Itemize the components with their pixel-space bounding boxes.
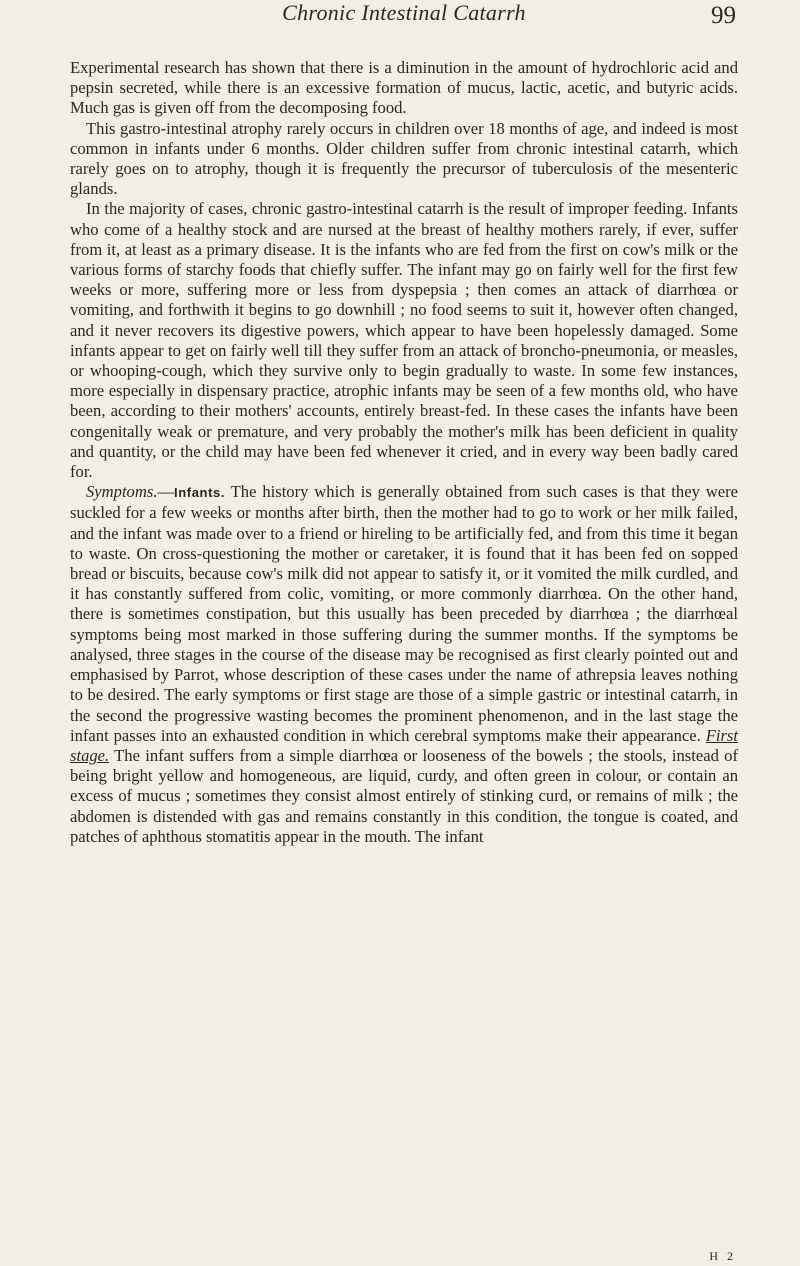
signature-mark: H 2 [709,1249,736,1263]
paragraph-symptoms [70,482,738,847]
paragraph-atrophy-age: This gastro-intestinal atrophy rarely occurs in children over 18 months of age, and indeed is most common in infants under 6 months. Older children suffer from chronic intestinal catarrh, which rarely goes on to atrophy, though it is frequently the precursor of tuberculosis of the mesenteric glands. [70,118,738,199]
paragraph-improper-feeding: In the majority of cases, chronic gastro-intestinal catarrh is the result of improper feeding. Infants who come of a healthy stock and are nursed at the breast of healthy mothers rarely, if ever, suffer from it, at least as a primary disease. It is the infants who are fed from the first on cow's milk or the various forms of starchy foods that chiefly suffer. The infant may go on fairly well for the first few weeks or more, suffering more or less from dyspepsia ; then comes an attack of diarrhœa or vomiting, and forthwith it begins to go downhill ; no food seems to suit it, however often changed, and it never recovers its digestive powers, which appear to have been hopelessly damaged. Some infants appear to get on fairly well till they suffer from an attack of broncho-pneumonia, or measles, or whooping-cough, which they survive only to begin gradually to waste. In some few instances, more especially in dispensary practice, atrophic infants may be seen of a few months old, who have been, according to their mothers' accounts, entirely breast-fed. In these cases the infants have been congenitally weak or premature, and very probably the mother's milk has been deficient in quality and quantity, or the child may have been fed whenever it cried, and in every way been badly cared for. [70,199,738,482]
first-stage-label: First stage. [70,725,738,765]
symptoms-text: The history which is generally obtained from such cases is that they were suckled for a few weeks or months after birth, then the mother had to go to work or her milk failed, and the infant was made over to a friend or hireling to be artificially fed, and from this time it began to waste. On cross-questioning the mother or caretaker, it is found that it has been fed on sopped bread or biscuits, because cow's milk did not appear to satisfy it, or it vomited the milk curdled, and it has constantly suffered from colic, vomiting, or more commonly diarrhœa. On the other hand, there is sometimes constipation, but this usually has been preceded by diarrhœa ; the diarrhœal symptoms being most marked in those suffering during the summer months. If the symptoms be analysed, three stages in the course of the disease may be recognised as first clearly pointed out and emphasised by Parrot, whose description of these cases under the name of athrepsia leaves nothing to be desired. The early symptoms or first stage are those of a simple gastric or intestinal catarrh, in the second the progressive wasting becomes the prominent phenomenon, and in the last stage the infant passes into an exhausted condition in which cerebral symptoms make their appearance. [70,482,738,745]
infants-subhead: Infants. [174,485,226,501]
running-title: Chronic Intestinal Catarrh [282,0,526,25]
symptoms-label: Symptoms. [86,482,158,502]
symptoms-dash: — [157,482,175,502]
paragraph-experimental-research: Experimental research has shown that there is a diminution in the amount of hydrochloric acid and pepsin secreted, while there is an excessive formation of mucus, lactic, acetic, and butyric acids. Much gas is given off from the decomposing food. [70,58,738,118]
body-text [70,58,738,847]
page-number: 99 [711,2,736,29]
running-head [70,0,738,58]
first-stage-text: The infant suffers from a simple diarrhœa or looseness of the bowels ; the stools, instead of being bright yellow and homogeneous, are liquid, curdy, and often green in colour, or contain an excess of mucus ; sometimes they consist almost entirely of stinking curd, or remains of milk ; the abdomen is distended with gas and remains constantly in this condition, the tongue is coated, and patches of aphthous stomatitis appear in the mouth. The infant [70,745,738,846]
